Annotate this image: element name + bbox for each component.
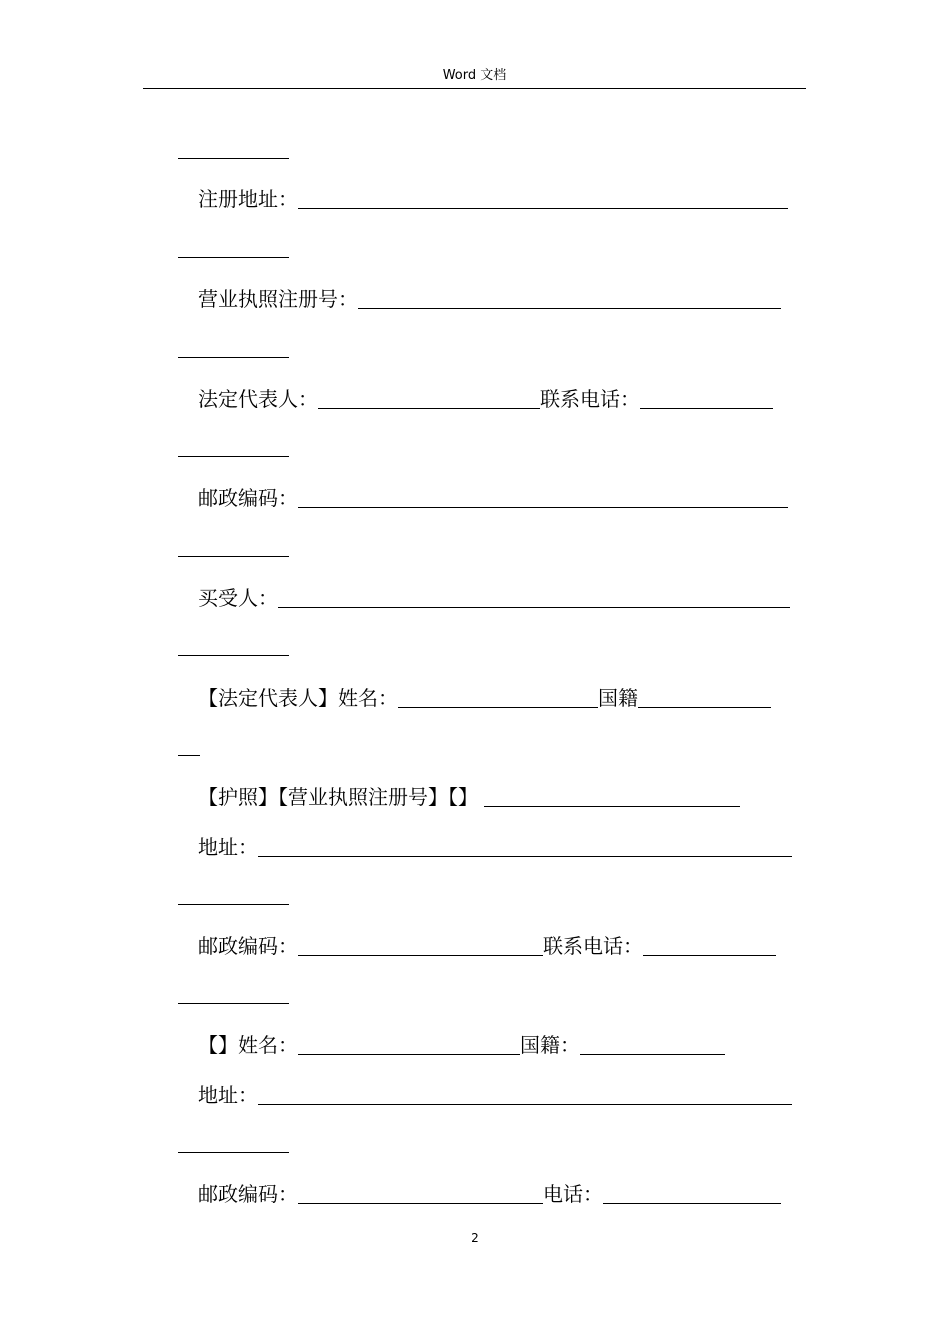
postal-code-label: 邮政编码： xyxy=(198,486,298,510)
tel-field[interactable] xyxy=(603,1182,781,1204)
address-field[interactable] xyxy=(258,835,792,857)
buyer-row xyxy=(198,585,790,611)
page-header xyxy=(143,66,806,89)
passport-license-row xyxy=(198,784,740,810)
buyer-label: 买受人： xyxy=(198,586,278,610)
continuation-line xyxy=(178,556,289,557)
buyer-field[interactable] xyxy=(278,586,790,608)
business-license-label: 营业执照注册号： xyxy=(198,287,358,311)
nationality-label-2: 国籍： xyxy=(520,1033,580,1057)
phone-field-2[interactable] xyxy=(643,934,776,956)
bracket-name-row xyxy=(198,1032,725,1058)
page-number: 2 xyxy=(471,1231,479,1245)
header-title: Word 文档 xyxy=(442,68,507,83)
continuation-line xyxy=(178,1003,289,1004)
legal-rep-name-label: 【法定代表人】姓名： xyxy=(198,686,398,710)
address-row xyxy=(198,834,792,860)
continuation-line xyxy=(178,755,200,756)
legal-rep-name-field[interactable] xyxy=(398,686,598,708)
continuation-line xyxy=(178,1152,289,1153)
address-label: 地址： xyxy=(198,835,258,859)
address-field-2[interactable] xyxy=(258,1083,792,1105)
postal-phone-row xyxy=(198,933,776,959)
nationality-label: 国籍 xyxy=(598,686,638,710)
registered-address-field[interactable] xyxy=(298,187,788,209)
postal-code-field-2[interactable] xyxy=(298,934,543,956)
continuation-line xyxy=(178,904,289,905)
phone-field[interactable] xyxy=(640,387,773,409)
continuation-line xyxy=(178,357,289,358)
nationality-field[interactable] xyxy=(638,686,771,708)
registered-address-row xyxy=(198,186,788,212)
postal-code-label-2: 邮政编码： xyxy=(198,934,298,958)
address-row-2 xyxy=(198,1082,792,1108)
address-label-2: 地址： xyxy=(198,1083,258,1107)
bracket-name-field[interactable] xyxy=(298,1033,520,1055)
registered-address-label: 注册地址： xyxy=(198,187,298,211)
postal-code-row xyxy=(198,485,788,511)
phone-label-2: 联系电话： xyxy=(543,934,643,958)
postal-tel-row xyxy=(198,1181,781,1207)
postal-code-field[interactable] xyxy=(298,486,788,508)
bracket-name-label: 【】姓名： xyxy=(198,1033,298,1057)
continuation-line xyxy=(178,257,289,258)
continuation-line xyxy=(178,158,289,159)
legal-rep-name-row xyxy=(198,685,771,711)
legal-rep-row xyxy=(198,386,773,412)
tel-label: 电话： xyxy=(543,1182,603,1206)
passport-license-label: 【护照】【营业执照注册号】【】 xyxy=(198,785,478,809)
business-license-field[interactable] xyxy=(358,287,781,309)
postal-code-field-3[interactable] xyxy=(298,1182,543,1204)
legal-rep-field[interactable] xyxy=(318,387,540,409)
postal-code-label-3: 邮政编码： xyxy=(198,1182,298,1206)
business-license-row xyxy=(198,286,781,312)
legal-rep-label: 法定代表人： xyxy=(198,387,318,411)
continuation-line xyxy=(178,655,289,656)
phone-label: 联系电话： xyxy=(540,387,640,411)
continuation-line xyxy=(178,456,289,457)
passport-license-field[interactable] xyxy=(484,785,740,807)
nationality-field-2[interactable] xyxy=(580,1033,725,1055)
